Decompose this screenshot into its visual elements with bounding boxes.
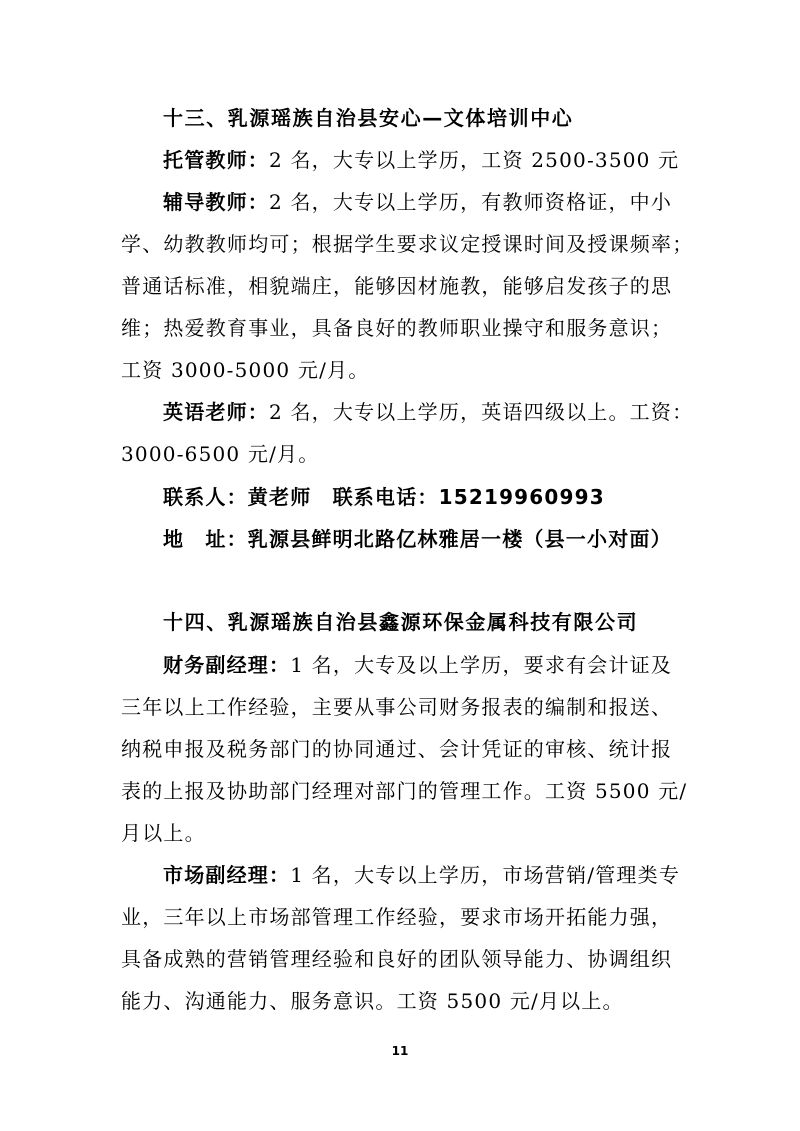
finance-manager-text-1: 1 名，大专及以上学历，要求有会计证及 <box>290 653 673 677</box>
counselor-teacher-label: 辅导教师： <box>163 190 269 214</box>
finance-manager-line-1 <box>163 651 693 679</box>
finance-manager-label: 财务副经理： <box>163 653 291 677</box>
finance-manager-line-4: 表的上报及协助部门经理对部门的管理工作。工资 5500 元/ <box>121 779 688 803</box>
tutor-teacher-text: 2 名，大专以上学历，工资 2500-3500 元 <box>269 148 680 172</box>
english-teacher-label: 英语老师： <box>163 400 269 424</box>
tutor-teacher-label: 托管教师： <box>163 148 269 172</box>
section-13-title: 十三、乳源瑶族自治县安心—文体培训中心 <box>163 106 574 130</box>
market-manager-label: 市场副经理： <box>163 863 291 887</box>
address-line: 地 址：乳源县鲜明北路亿林雅居一楼（县一小对面） <box>163 527 672 551</box>
counselor-teacher-line-4: 维；热爱教育事业，具备良好的教师职业操守和服务意识； <box>121 316 673 340</box>
market-manager-text-1: 1 名，大专以上学历，市场营销/管理类专 <box>290 863 681 887</box>
tutor-teacher-line <box>163 146 693 174</box>
finance-manager-line-3: 纳税申报及税务部门的协同通过、会计凭证的审核、统计报 <box>121 737 673 761</box>
counselor-teacher-text-1: 2 名，大专以上学历，有教师资格证，中小 <box>269 190 673 214</box>
market-manager-line-3: 具备成熟的营销管理经验和良好的团队领导能力、协调组织 <box>121 947 673 971</box>
section-14-title: 十四、乳源瑶族自治县鑫源环保金属科技有限公司 <box>163 610 639 634</box>
finance-manager-line-5: 月以上。 <box>121 821 206 845</box>
english-teacher-text-1: 2 名，大专以上学历，英语四级以上。工资： <box>269 400 694 424</box>
english-teacher-line-1 <box>163 398 693 426</box>
market-manager-line-4: 能力、沟通能力、服务意识。工资 5500 元/月以上。 <box>121 989 624 1013</box>
counselor-teacher-line-5: 工资 3000-5000 元/月。 <box>121 358 370 382</box>
market-manager-line-1 <box>163 861 693 889</box>
page-number: 11 <box>391 1044 409 1058</box>
counselor-teacher-line-2: 学、幼教教师均可；根据学生要求议定授课时间及授课频率； <box>121 232 694 256</box>
counselor-teacher-line-3: 普通话标准，相貌端庄，能够因材施教，能够启发孩子的思 <box>121 274 673 298</box>
counselor-teacher-line-1 <box>163 188 693 216</box>
finance-manager-line-2: 三年以上工作经验，主要从事公司财务报表的编制和报送、 <box>121 695 673 719</box>
english-teacher-line-2: 3000-6500 元/月。 <box>121 442 320 466</box>
contact-line: 联系人：黄老师 联系电话：15219960993 <box>163 485 605 509</box>
market-manager-line-2: 业，三年以上市场部管理工作经验，要求市场开拓能力强， <box>121 905 673 929</box>
